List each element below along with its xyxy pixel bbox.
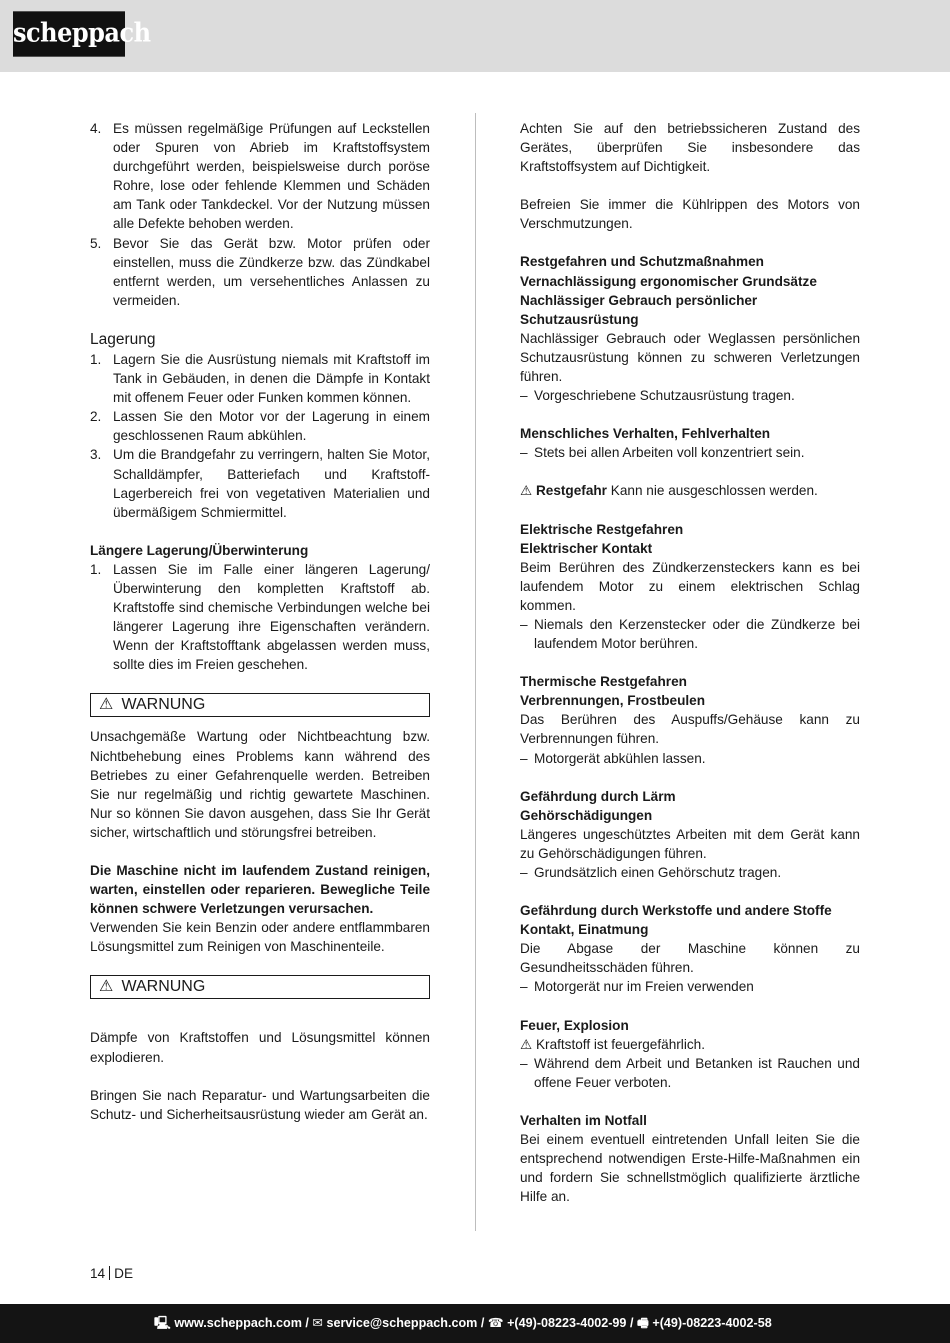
restgefahr-line: ⚠ Restgefahr Kann nie ausgeschlossen werden. [520, 483, 818, 499]
dash-item: – Motorgerät nur im Freien verwenden [520, 979, 754, 995]
section-subheading: Gehörschädigungen [520, 807, 653, 823]
section-heading: Restgefahren und Schutzmaßnahmen [520, 254, 764, 270]
list-item: 5. Bevor Sie das Gerät bzw. Motor prüfen oder einstellen, muss die Zündkerze bzw. das Zündkabel entfernt werden, um versehentliches Anlassen zu vermeiden. [90, 235, 430, 308]
brand-logo: scheppach [13, 11, 125, 56]
header-bar [0, 0, 950, 72]
dash-item: – Motorgerät abkühlen lassen. [520, 750, 706, 766]
solvent-text: Verwenden Sie kein Benzin oder andere entflammbaren Lösungsmittel zum Reinigen von Maschinenteile. [90, 920, 430, 955]
dash-item: – Vorgeschriebene Schutzausrüstung tragen. [520, 388, 795, 404]
left-column [90, 119, 430, 1124]
list-item: 4. Es müssen regelmäßige Prüfungen auf Leckstellen oder Spuren von Abrieb im Kraftstoffsystem durchgeführt werden, beispielsweise durch poröse Rohre, lose oder fehlende Klemmen und Schäden am Tank oder Tankdeckel. Vor der Nutzung müssen alle Defekte behoben werden. [90, 121, 430, 232]
email-icon: ✉ [312, 1316, 323, 1330]
warning-triangle-icon: ⚠ [99, 978, 114, 996]
phone-icon: ☎ [487, 1316, 504, 1330]
fax-number: +(49)-08223-4002-58 [652, 1316, 772, 1330]
section-heading: Verhalten im Notfall [520, 1112, 647, 1128]
right-column: Achten Sie auf den betriebssicheren Zustand des Gerätes, überprüfen Sie insbesondere das Kraftstoffsystem auf Dichtigkeit. Befreien Sie immer die Kühlrippen des Motors von Verschmutzungen. Restgefahren und Schutzmaßnahmen Vernachlässigung ergonomischer Grundsätze Nachlässiger Gebrauch persönlicher Schutzausrüstung Nachlässiger Gebrauch oder Weglassen persönlichen Schutzausrüstung können zu schweren Verletzungen führen. – Vorgeschriebene Schutzausrüstung tragen. Menschliches Verhalten, Fehlverhalten – Stets bei allen Arbeiten voll konzentriert sein. ⚠ Restgefahr Kann nie ausgeschlossen werden. Elektrische Restgefahren Elektrischer Kontakt Beim Berühren des Zündkerzensteckers kann es bei laufendem Motor zu einem elektrischen Schlag kommen. – Niemals den Kerzenstecker oder die Zündkerze bei laufendem Motor berühren. Thermische Restgefahren Verbrennungen, Frostbeulen Das Berühren des Auspuffs/Gehäuse kann zu Verbrennungen führen. – Motorgerät abkühlen lassen. Gefährdung durch Lärm Gehörschädigungen Längeres ungeschütztes Arbeiten mit dem Gerät kann zu Gehörschädigungen führen. – Grundsätzlich einen Gehörschutz tragen. Gefährdung durch Werkstoffe und andere Stoffe Kontakt, Einatmung Die Abgase der Maschine können zu Gesundheitsschäden führen. – Motorgerät nur im Freien verwenden Feuer, Explosion ⚠ Kraftstoff ist feuergefährlich. – Während dem Arbeit und Betanken ist Rauchen und offene Feuer verboten. Verhalten im Notfall Bei einem eventuell eintretenden Unfall leiten Sie die entsprechend notwendigen Erste-Hilfe-Maßnahmen ein und fordern Sie schnellstmöglich qualifizierte ärztliche Hilfe an. [520, 121, 860, 1205]
column-divider [475, 113, 476, 1231]
list-item: 2. Lassen Sie den Motor vor der Lagerung in einem geschlossenen Raum abkühlen. [90, 409, 430, 444]
reattach-text: Bringen Sie nach Reparatur- und Wartungsarbeiten die Schutz- und Sicherheitsausrüstung wieder am Gerät an. [90, 1087, 430, 1122]
section-subheading: Elektrischer Kontakt [520, 540, 653, 556]
section-heading-laengere-lagerung: Längere Lagerung/Überwinterung [90, 542, 309, 558]
email-link[interactable]: service@scheppach.com [326, 1316, 478, 1330]
footer-contact: 🖳 www.scheppach.com / ✉ service@scheppach.com / ☎ +(49)-08223-4002-99 / 🖷 +(49)-08223-4002-58 [154, 1316, 772, 1330]
intro-text: Achten Sie auf den betriebssicheren Zustand des Gerätes, überprüfen Sie insbesondere das Kraftstoffsystem auf Dichtigkeit. [520, 121, 860, 175]
warning-text: Unsachgemäße Wartung oder Nichtbeachtung bzw. Nichtbehebung eines Problems kann während des Betriebes zu einer Gefahrenquelle werden. Betreiben Sie nur regelmäßig und richtig gewartete Maschinen. Nur so können Sie davon ausgehen, dass Sie Ihr Gerät sicher, wirtschaftlich und störungsfrei betreiben. [90, 729, 430, 840]
section-subheading: Vernachlässigung ergonomischer Grundsätze [520, 273, 817, 289]
bold-notice: Die Maschine nicht im laufendem Zustand reinigen, warten, einstellen oder reparieren. Bewegliche Teile können schwere Verletzungen verursachen. [90, 863, 430, 917]
section-heading: Feuer, Explosion [520, 1017, 629, 1033]
dash-item: – Niemals den Kerzenstecker oder die Zündkerze bei laufendem Motor berühren. [520, 616, 860, 652]
section-subheading: Nachlässiger Gebrauch persönlicher Schutzausrüstung [520, 292, 758, 327]
warning-triangle-icon: ⚠ [520, 483, 533, 499]
dash-item: – Während dem Arbeit und Betanken ist Rauchen und offene Feuer verboten. [520, 1055, 860, 1090]
section-subheading: Verbrennungen, Frostbeulen [520, 693, 706, 709]
warning-triangle-icon: ⚠ [520, 1036, 533, 1052]
fumes-text: Dämpfe von Kraftstoffen und Lösungsmittel können explodieren. [90, 1030, 430, 1065]
list-item: 3. Um die Brandgefahr zu verringern, halten Sie Motor, Schalldämpfer, Batteriefach und Kraftstoff-Lagerbereich frei von vegetativen Materialien und übermäßigem Schmiermittel. [90, 447, 430, 520]
warning-box: ⚠ WARNUNG [90, 693, 430, 717]
section-heading: Gefährdung durch Werkstoffe und andere Stoffe [520, 903, 832, 919]
fax-icon: 🖷 [636, 1316, 649, 1330]
website-link[interactable]: www.scheppach.com [174, 1316, 302, 1330]
fire-line: ⚠ Kraftstoff ist feuergefährlich. [520, 1036, 705, 1052]
intro-text: Befreien Sie immer die Kühlrippen des Motors von Verschmutzungen. [520, 197, 860, 232]
section-heading: Gefährdung durch Lärm [520, 788, 676, 804]
section-heading: Menschliches Verhalten, Fehlverhalten [520, 426, 771, 442]
section-heading: Elektrische Restgefahren [520, 521, 684, 537]
dash-item: – Stets bei allen Arbeiten voll konzentriert sein. [520, 445, 805, 461]
section-heading-lagerung: Lagerung [90, 330, 156, 348]
warning-triangle-icon: ⚠ [99, 696, 114, 714]
phone-number: +(49)-08223-4002-99 [507, 1316, 627, 1330]
dash-item: – Grundsätzlich einen Gehörschutz tragen. [520, 865, 782, 880]
section-heading: Thermische Restgefahren [520, 674, 687, 690]
list-item: 1. Lagern Sie die Ausrüstung niemals mit Kraftstoff im Tank in Gebäuden, in denen die Dämpfe in Kontakt mit offenem Feuer oder Funken kommen können. [90, 351, 430, 406]
section-subheading: Kontakt, Einatmung [520, 922, 649, 938]
warning-box: ⚠ WARNUNG [90, 975, 430, 999]
list-item: 1. Lassen Sie im Falle einer längeren Lagerung/Überwinterung den kompletten Kraftstoff ab. Kraftstoffe sind chemische Verbindungen welche bei längerer Lagerung ihre Eigenschaften verändern. Wenn der Kraftstofftank abgelassen werden muss, sollte dies im Freien geschehen. [90, 561, 430, 673]
monitor-icon: 🖳 [154, 1316, 171, 1330]
page-number: 14 DE [90, 1266, 134, 1281]
footer-bar [0, 1304, 950, 1343]
